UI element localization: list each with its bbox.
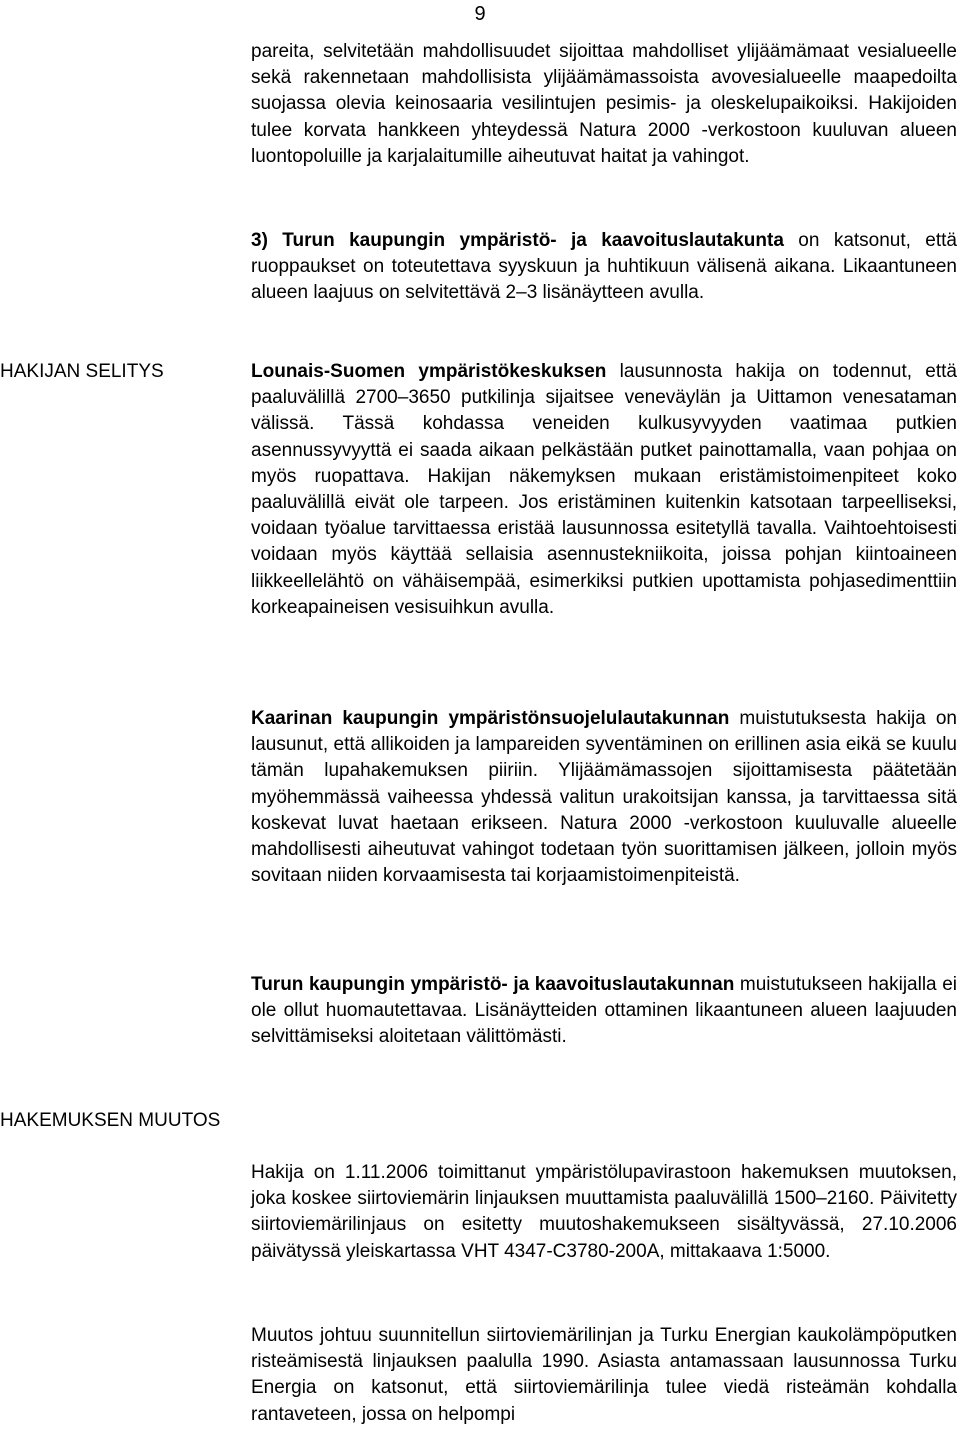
heading-application-change: HAKEMUKSEN MUUTOS [0,1110,221,1131]
paragraph-body: on katsonut, että ruoppaukset on toteutettava syyskuun ja huhtikuun välisenä aikana. Likaantuneen alueen laajuus on selvitettävä 2–3 lisänäytteen avulla. [251,230,957,304]
paragraph-turku-environment-board-opinion [251,228,957,307]
paragraph-application-amendment: Hakija on 1.11.2006 toimittanut ympäristölupavirastoon hakemuksen muutoksen, joka koskee siirtoviemärin linjauksen muuttamista paaluvälillä 1500–2160. Päivitetty siirtoviemärilinjaus on esitetty muutoshakemukseen sisältyvässä, 27.10.2006 päivätyssä yleiskartassa VHT 4347-C3780-200A, mittakaava 1:5000. [251,1162,957,1262]
page-number: 9 [474,3,486,25]
paragraph-turku-board-response [251,972,957,1051]
paragraph-lead: Turun kaupungin ympäristö- ja kaavoituslautakunnan [251,974,735,995]
paragraph-lead: 3) Turun kaupungin ympäristö- ja kaavoituslautakunta [251,230,784,251]
paragraph-lead: Lounais-Suomen ympäristökeskuksen [251,361,607,382]
paragraph-compensation-conditions: pareita, selvitetään mahdollisuudet sijoittaa mahdolliset ylijäämämaat vesialueelle sekä rakennetaan mahdollisista ylijäämämassoista avovesialueelle maapedoilta suojassa olevia keinosaaria vesilintujen pesimis- ja oleskelupaikoiksi. Hakijoiden tulee korvata hankkeen yhteydessä Natura 2000 -verkostoon kuuluvan alueen luontopoluille ja karjalaitumille aiheutuvat haitat ja vahingot. [251,41,957,167]
paragraph-body: lausunnosta hakija on todennut, että paaluvälillä 2700–3650 putkilinja sijaitsee veneväylän ja Uittamon venesataman välissä. Tässä kohdassa veneiden kulkusyvyyden vaatimaa putkien asennussyvyyttä ei saada aikaan pelkästään putket painottamalla, vaan pohjaa on myös ruopattava. Hakijan näkemyksen mukaan eristämistoimenpiteet koko paaluvälillä eivät ole tarpeen. Jos eristäminen kuitenkin katsotaan tarpeelliseksi, voidaan työalue tarvittaessa eristää lausunnossa esitetyllä tavalla. Vaihtoehtoisesti voidaan myös käyttää sellaisia asennustekniikoita, joissa pohjan kiintoaineen liikkeellelähtö on vähäisempää, esimerkiksi putkien upottamista pohjasedimenttiin korkeapaineisen vesisuihkun avulla. [251,361,957,618]
paragraph-amendment-reason: Muutos johtuu suunnitellun siirtoviemärilinjan ja Turku Energian kaukolämpöputken risteämisestä linjauksen paalulla 1990. Asiasta antamassaan lausunnossa Turku Energia on katsonut, että siirtoviemärilinja tulee viedä risteämän kohdalla rantaveteen, jossa on helpompi [251,1325,957,1425]
paragraph-body: muistutuksesta hakija on lausunut, että allikoiden ja lampareiden syventäminen on erillinen asia eikä se kuulu tämän lupahakemuksen piiriin. Ylijäämämassojen sijoittamisesta päätetään myöhemmässä vaiheessa yhdessä valitun urakoitsijan kanssa, ja tarvittaessa sitä koskevat luvat haetaan erikseen. Natura 2000 -verkostoon kuuluvalle alueelle mahdollisesti aiheutuvat vahingot todetaan työn suorittamisen jälkeen, jolloin myös sovitaan niiden korvaamisesta tai korjaamistoimenpiteistä. [251,708,957,887]
paragraph-kaarina-board-response [251,706,957,889]
paragraph-body: muistutukseen hakijalla ei ole ollut huomautettavaa. Lisänäytteiden ottaminen likaantuneen alueen laajuuden selvittämiseksi aloitetaan välittömästi. [251,974,957,1048]
paragraph-southwest-finland-centre-response [251,359,957,621]
heading-applicant-statement: HAKIJAN SELITYS [0,361,164,382]
paragraph-lead: Kaarinan kaupungin ympäristönsuojelulautakunnan [251,708,730,729]
